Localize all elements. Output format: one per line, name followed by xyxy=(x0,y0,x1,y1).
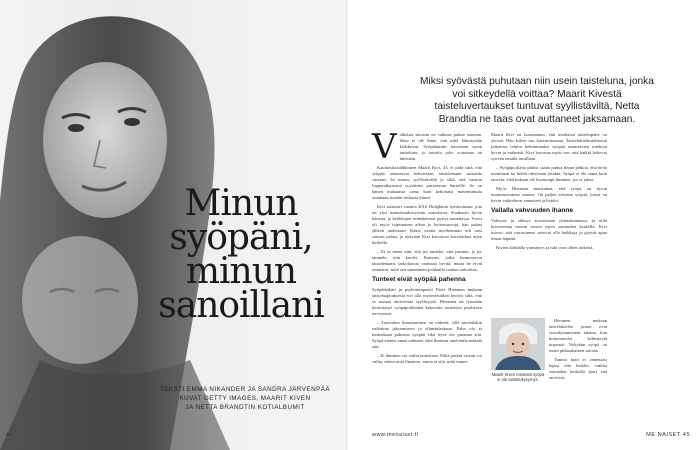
credit-line: KUVAT GETTY IMAGES, MAARIT KIVEN xyxy=(179,394,311,402)
paragraph: Kauhavalaislähtöinen Maarit Kivi, 43, ei pidä siitä, että syöpää sairastavat kehotetaan taistelemaan sairautta vastaan. Se tuntuu syyllistävältä ja siltä, että vastoin loppuratkaisusta syytäisiin sairastuvan harteille. Se on hänen mukaansa sama kuin kehottaisi masentunutta ottamaan itseään niskasta kiinni. xyxy=(372,165,482,200)
paragraph: Vahvuus ja sitkeys arvostetaan yhteiskunnassa, ja niitä korostetaan monin tavoin myös sairauden keskellä. Kivi toivoo, että sairastuneet saisivat olla heikkoja ja pyytää apua ilman häpeää. xyxy=(491,218,607,241)
paragraph: Tuntuu kuin ei annettaisi lupaa olla heikko, vaikka sairauden keskellä juuri sitä tarvitsisi. xyxy=(549,357,607,380)
inset-photo xyxy=(491,318,545,370)
folio-right xyxy=(646,432,690,438)
paragraph: – Ei se mene niin, että jos tuntelet, niin paranet, ja jos tainnele, niin kuolet. Ilmiseni, jotka kunnostavat taistelemaan, tarkoittavat varmasti hyvää, mutta he eivät ymmärrä, mitä sen sanominen potilaalle saattaa tarkoittaa. xyxy=(372,249,482,272)
maarit-kivi-photo xyxy=(491,318,545,370)
paragraph: Hietanen mukaan taistelukielen juuret ovat vuosikymmenten takana, kun hoitomuodot kehittyivät nopeasti. Nykyään syöpä on usein pitkäaikainen sairaus. xyxy=(549,318,607,353)
paragraph: Syöpälääkäri ja psykoterapeutti Päivi Hietanen mukaan taisteluajatuksesta voi olla myönteistäkin hyötyä siltä, että se saattaa aktivoittaa syyllisyytä. Hietanen on työssään keskittynyt syöpäpotilaiden kokemiin tunteisiin psykiseen terveyteen. xyxy=(372,287,482,316)
credit-line: TEKSTI EMMA NIKANDER JA SANDRA JÄRVENPÄÄ xyxy=(159,386,331,393)
paragraph: Kivien kohdalla ymmärrys ja tuki ovat olleet tärkeitä. xyxy=(496,245,594,250)
page-number-left: 44 xyxy=(6,432,13,438)
credit-line: JA NETTA BRANDTIN KOTIALBUMIT xyxy=(185,403,305,411)
text-column-1 xyxy=(372,127,482,368)
headline-line: sanoillani xyxy=(158,285,324,326)
subheading: Vallalla vahvuuden ihanne xyxy=(491,207,574,214)
magazine-name: ME NAISET xyxy=(646,432,681,438)
right-page xyxy=(348,0,696,450)
paragraph: Kivi sairastui vuonna 2016 Hodgkinin lymfoomaan, jota on yksi imusolmukesyövän muodoista. Kuukausi hyvin karusta, ja keuhkojen eräänlaisena pystyi sairaalassa. Vuosi oli myös toipumisen aikaa ja hoitomuotoja, hän palasi jälleen uudestaan. Kaksi vuotta myöhemmin tuli uusi sairaus palasi, ja nykyään Kivi kasvattaa kasvitarhaa arjen keskellä. xyxy=(372,204,482,245)
headline-line: syöpäni, xyxy=(169,217,313,258)
article-lead: Miksi syövästä puhutaan niin usein taisteluna, jonka voi sitkeydellä voittaa? Maarit Kivestä taisteluvertaukset tuntuvat syyllistäviltä, Netta Brandtia ne taas ovat auttaneet jaksamaan. xyxy=(420,76,654,125)
headline-line: Minun xyxy=(184,183,298,224)
paragraph: Maarit Kivi on huomannut, että mediassa taistelupuhe on yleistä. Hän kokee sen kuormittavana. Taistelukielimielisessä julkaisua tehtiin kehuimmaksi syöpää sairastavien mielissä hyvin ja vaikeasti. Kivi korostaa myös sen, että kaikki kokevat syövän omalla tavallaan. xyxy=(491,132,607,161)
paragraph: – Tunteiden ilmaiseminen on tärkeää, sillä mielialakin vaikuttaa jaksamiseen ja elämänlaatuun. Paha olo ei kuitenkaan pahenna syöpää eikä hyvä olo paranna sitä. Syöpä etenee omaa tahtiaan, eikä ihmisen mielentila määrää sitä. xyxy=(372,320,482,349)
text-column-narrow xyxy=(549,318,607,384)
headline-line: minun xyxy=(185,251,297,292)
photo-caption: Maarit Kiven mielestä syöpä ei ole taistelukysymys. xyxy=(491,372,545,383)
article-headline xyxy=(146,183,336,326)
magazine-url: www.menaiset.fi xyxy=(372,432,419,438)
text-column-2 xyxy=(491,132,607,254)
drop-cap: V xyxy=(372,127,397,167)
paragraph: – Syöpäpotilaita pitäisi saada puhua ilman pelkoa, että heitä tuomitaan tai heiltä odotetaan jotakin. Syöpä ei ole sama kuin taistelu, eikä kukaan ole huonompi ihminen, jos ei jaksa. xyxy=(491,165,607,182)
article-credits xyxy=(150,386,340,412)
page-number-right: 45 xyxy=(682,432,690,438)
left-page xyxy=(0,0,346,450)
paragraph: alkeista asioista on vaikeaa puhua suoraan. Siksi ei ole ihme, että niitä lähestytään kielikuvin. Syöpähuttiin havaitaan usein taisteluna, ja taistelu joko voitetaan tai hävitään. xyxy=(399,132,482,161)
paragraph: Myös Hietanen muistuttaa, että syöpä on hyvin monimuotoinen sairaus. On paljon erilaisia syöpiä, joissa on hyvin vaihtelevat ennusteet ja hoidot. xyxy=(491,186,607,203)
paragraph: – Ei ihminen voi valita tunteitaan. Ehkä jonkin verran voi valita, miten niitä ilmaisee, mutta ei sitä, mitä tuntee. xyxy=(372,353,482,364)
subheading: Tunteet eivät syöpää pahenna xyxy=(372,276,466,283)
